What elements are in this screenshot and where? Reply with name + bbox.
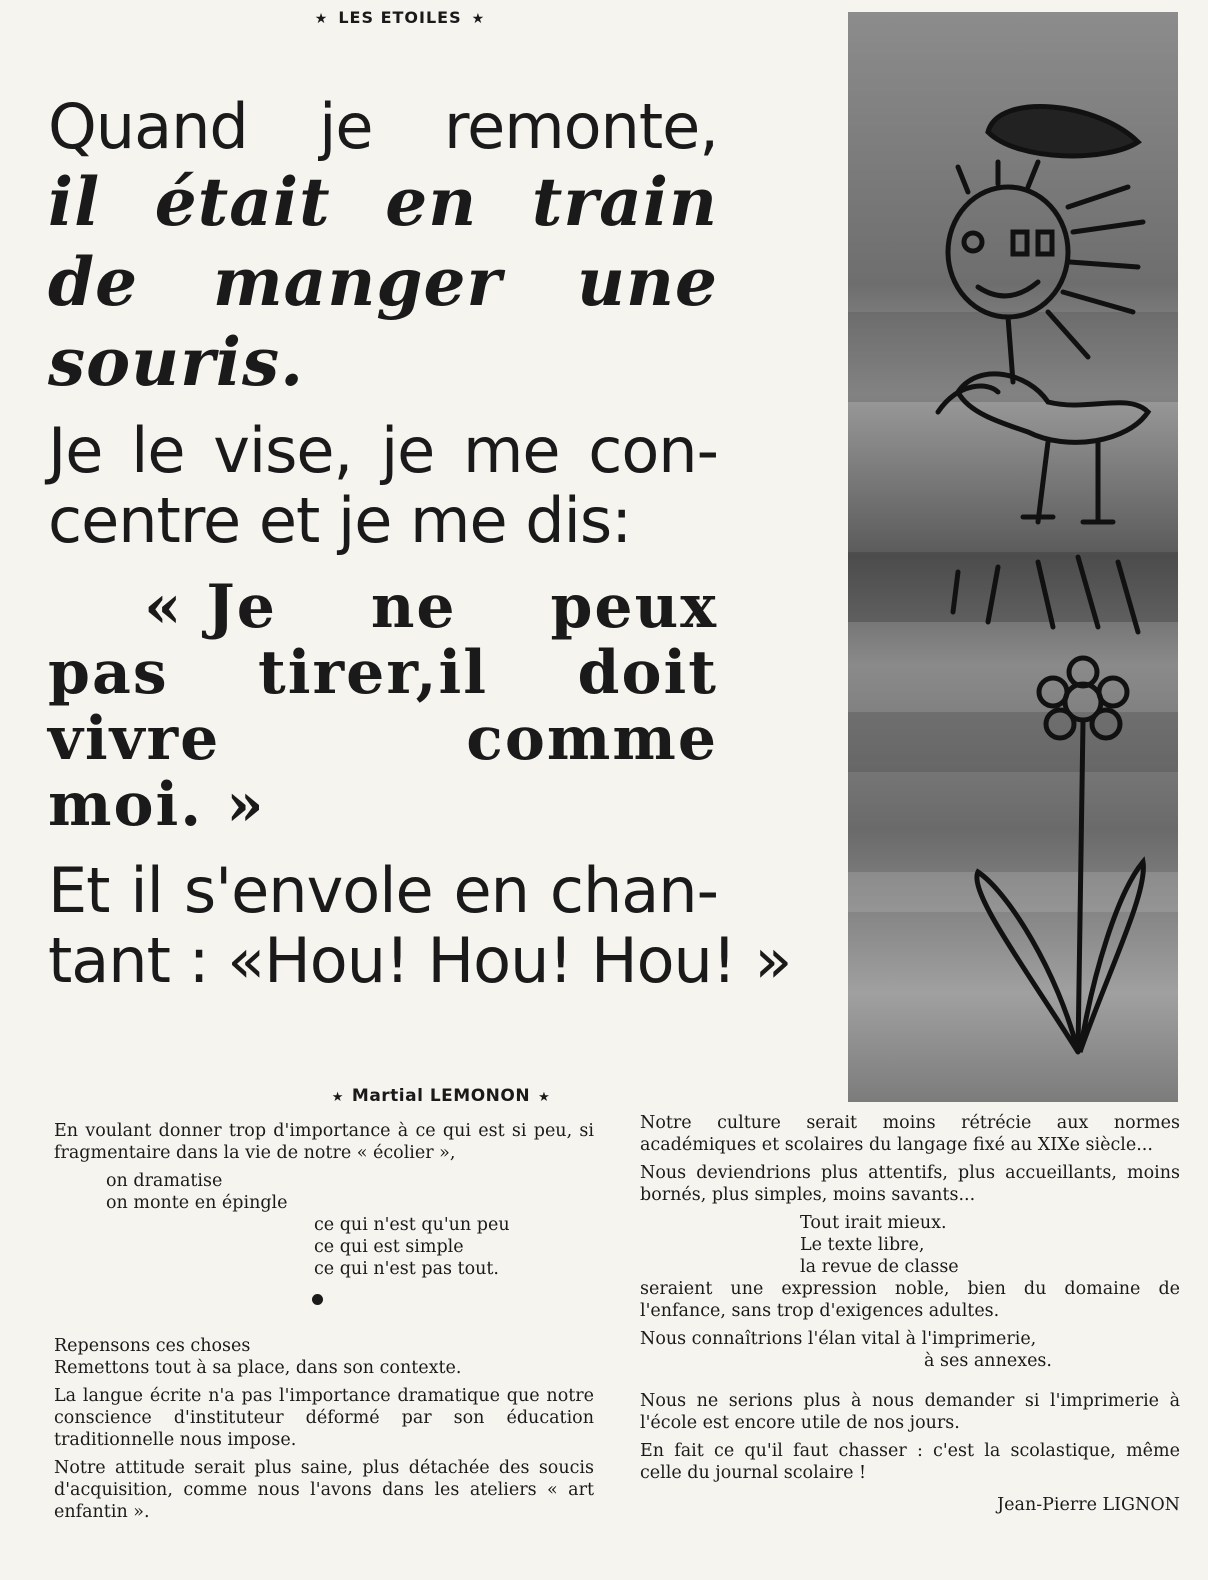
word: je xyxy=(380,414,435,487)
childrens-drawing-illustration xyxy=(848,12,1178,1102)
poem-line-12: tant : «Hou! Hou! Hou! » xyxy=(48,924,792,997)
text-line: ce qui est simple xyxy=(314,1237,464,1257)
word: le xyxy=(131,414,185,487)
paragraph: seraient une expression noble, bien du domaine de l'enfance, sans trop d'exigences adultes. xyxy=(640,1279,1180,1321)
poem-line-3 xyxy=(48,242,718,322)
text-line: Repensons ces choses xyxy=(54,1336,251,1356)
word: tirer,il xyxy=(258,638,489,708)
word: con- xyxy=(588,414,718,487)
star-icon: ★ xyxy=(331,1090,344,1105)
word: manger xyxy=(212,243,503,321)
poem-line-11 xyxy=(48,856,718,926)
bullet-dot-icon xyxy=(312,1294,323,1305)
poem-line-9 xyxy=(48,706,718,772)
page-header xyxy=(290,8,510,27)
word: ne xyxy=(370,572,457,642)
paragraph: La langue écrite n'a pas l'importance dramatique que notre conscience d'instituteur déformé par son éducation traditionnelle nous impose. xyxy=(54,1386,594,1450)
word: Et xyxy=(48,854,110,927)
left-text-column xyxy=(54,1120,594,1529)
paragraph: Notre attitude serait plus saine, plus détachée des soucis d'acquisition, comme nous l'avons dans les ateliers « art enfantin ». xyxy=(54,1458,594,1522)
word: vivre xyxy=(48,704,221,774)
text-line: ce qui n'est qu'un peu xyxy=(314,1215,510,1235)
poem-line-5 xyxy=(48,416,718,486)
poem-line-1 xyxy=(48,92,718,162)
word: me xyxy=(463,414,560,487)
paragraph: Nous ne serions plus à nous demander si l'imprimerie à l'école est encore utile de nos jours. xyxy=(640,1391,1180,1433)
word: il xyxy=(130,854,163,927)
word: comme xyxy=(466,704,718,774)
star-icon: ★ xyxy=(538,1090,551,1105)
paragraph: Remettons tout à sa place, dans son contexte. xyxy=(54,1358,462,1378)
poem-line-8 xyxy=(48,640,718,706)
word: doit xyxy=(577,638,718,708)
word: Je xyxy=(48,414,103,487)
paragraph: Notre culture serait moins rétrécie aux normes académiques et scolaires du langage fixé au XIXe siècle... xyxy=(640,1113,1180,1155)
word: était xyxy=(154,163,331,241)
text-line: Nous connaîtrions l'élan vital à l'imprimerie, xyxy=(640,1329,1037,1349)
word: pas xyxy=(48,638,169,708)
word: de xyxy=(48,243,139,321)
word: peux xyxy=(550,572,718,642)
text-line: on monte en épingle xyxy=(106,1193,288,1213)
text-line: la revue de classe xyxy=(800,1257,959,1277)
poem-author-name: Martial LEMONON xyxy=(351,1086,531,1106)
word: Quand xyxy=(48,90,248,163)
text-line: ce qui n'est pas tout. xyxy=(314,1259,499,1279)
paragraph: En voulant donner trop d'importance à ce qui est si peu, si fragmentaire dans la vie de notre « écolier », xyxy=(54,1121,594,1163)
text-line: Tout irait mieux. xyxy=(800,1213,947,1233)
word: en xyxy=(453,854,529,927)
word: vise, xyxy=(213,414,353,487)
poem-block xyxy=(48,90,792,997)
poem-author xyxy=(286,1086,596,1106)
word: en xyxy=(385,163,478,241)
word: je xyxy=(319,90,373,163)
poem-line-6: centre et je me dis: xyxy=(48,484,632,557)
paragraph: Nous deviendrions plus attentifs, plus accueillants, moins bornés, plus simples, moins savants... xyxy=(640,1163,1180,1205)
poem-line-4: souris. xyxy=(48,323,305,401)
right-text-column xyxy=(640,1112,1180,1516)
paragraph: En fait ce qu'il faut chasser : c'est la scolastique, même celle du journal scolaire ! xyxy=(640,1441,1180,1483)
star-icon: ★ xyxy=(471,11,486,27)
word: remonte, xyxy=(443,90,718,163)
header-title: LES ETOILES xyxy=(338,8,462,27)
word: il xyxy=(48,163,101,241)
drawing-icon xyxy=(848,12,1178,1102)
text-line: Le texte libre, xyxy=(800,1235,925,1255)
poem-line-2 xyxy=(48,162,718,242)
word: chan- xyxy=(549,854,718,927)
word: une xyxy=(577,243,718,321)
word: s'envole xyxy=(183,854,433,927)
star-icon: ★ xyxy=(314,11,329,27)
text-line: on dramatise xyxy=(106,1171,223,1191)
word: train xyxy=(531,163,718,241)
signature: Jean-Pierre LIGNON xyxy=(997,1495,1180,1515)
word: « Je xyxy=(144,572,277,642)
poem-line-10: moi. » xyxy=(48,770,266,840)
poem-line-7 xyxy=(48,574,718,640)
text-line: à ses annexes. xyxy=(924,1351,1052,1371)
